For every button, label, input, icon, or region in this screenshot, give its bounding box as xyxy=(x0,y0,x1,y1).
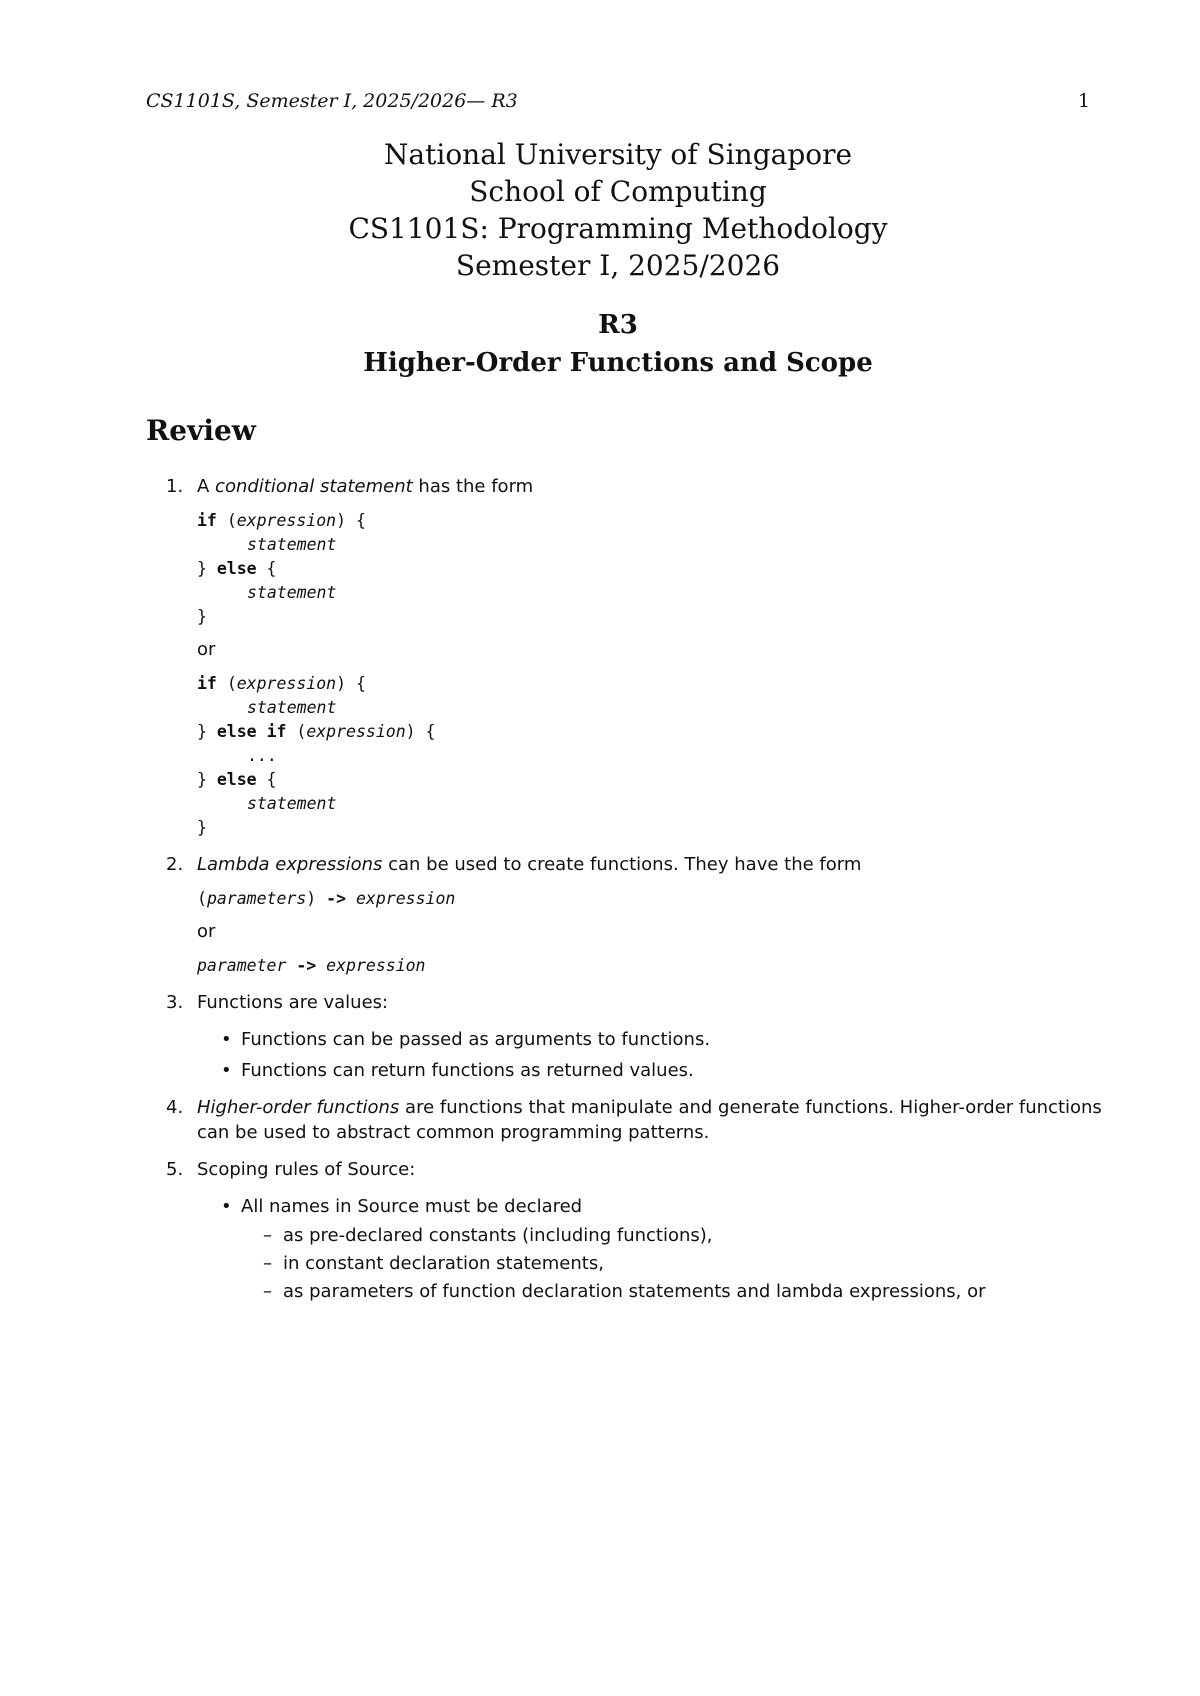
keyword: if xyxy=(266,722,287,741)
code-punct: } xyxy=(197,770,207,789)
dash-list xyxy=(241,1223,1106,1304)
dash-item: – as parameters of function declaration statements and lambda expressions, or xyxy=(263,1279,1106,1304)
term: Higher-order functions xyxy=(197,1097,400,1118)
code-punct: { xyxy=(256,770,277,789)
code-punct: ( xyxy=(197,889,207,908)
bullet-list xyxy=(197,1194,1106,1304)
item-text xyxy=(197,474,1106,499)
review-item-1 xyxy=(166,474,1106,840)
review-item-2 xyxy=(166,852,1106,978)
or-label: or xyxy=(197,921,216,942)
code-placeholder: expression xyxy=(306,722,406,741)
university-name: National University of Singapore xyxy=(383,138,853,171)
text-fragment: A xyxy=(197,476,216,497)
keyword: else xyxy=(216,770,257,789)
code-placeholder: expression xyxy=(326,956,426,975)
item-text: Scoping rules of Source: xyxy=(197,1159,416,1180)
code-block-else-if xyxy=(197,672,1106,840)
document-title: Higher-Order Functions and Scope xyxy=(363,348,873,378)
dash-item: – as pre-declared constants (including functions), xyxy=(263,1223,1106,1248)
code-placeholder: expression xyxy=(236,511,337,530)
code-lambda-multi: (parameters) -> expression xyxy=(197,889,456,908)
code-punct: ( xyxy=(296,722,307,741)
code-punct: { xyxy=(256,559,277,578)
code-placeholder: statement xyxy=(247,535,337,554)
term: conditional statement xyxy=(215,476,413,497)
code-placeholder: expression xyxy=(236,674,337,693)
keyword: if xyxy=(197,511,217,530)
code-placeholder: statement xyxy=(247,698,337,717)
text-fragment: can be used to create functions. They have the form xyxy=(382,854,862,875)
code-placeholder: expression xyxy=(355,889,456,908)
bullet-item xyxy=(221,1194,1106,1304)
bullet-item: • Functions can be passed as arguments to functions. xyxy=(221,1027,1106,1052)
item-number: 4. xyxy=(166,1097,184,1118)
code-lambda-single xyxy=(197,954,1106,978)
item-text xyxy=(197,1095,1106,1145)
school-name: School of Computing xyxy=(469,175,767,208)
keyword: if xyxy=(197,674,217,693)
review-item-5 xyxy=(166,1157,1106,1304)
code-punct: } xyxy=(197,722,207,741)
or-label: or xyxy=(197,639,216,660)
bullet-item: • Functions can return functions as returned values. xyxy=(221,1058,1106,1083)
review-heading: Review xyxy=(146,414,256,447)
item-number: 1. xyxy=(166,476,184,497)
page-number: 1 xyxy=(1077,90,1090,112)
item-number: 2. xyxy=(166,854,184,875)
code-placeholder: parameter xyxy=(197,956,287,975)
code-block-conditional xyxy=(197,509,1106,629)
code-placeholder: parameters xyxy=(206,889,307,908)
term: Lambda expressions xyxy=(197,854,383,875)
semester-label: Semester I, 2025/2026 xyxy=(455,249,781,282)
running-head: CS1101S, Semester I, 2025/2026— R3 xyxy=(146,90,518,112)
text-fragment: has the form xyxy=(412,476,534,497)
course-name: CS1101S: Programming Methodology xyxy=(348,212,888,245)
title-block xyxy=(0,136,1200,382)
code-punct: } xyxy=(197,818,207,837)
code-punct: ( xyxy=(226,511,237,530)
dash-item: – in constant declaration statements, xyxy=(263,1251,1106,1276)
keyword: else xyxy=(216,722,257,741)
item-text: Functions are values: xyxy=(197,992,389,1013)
review-item-3 xyxy=(166,990,1106,1083)
code-punct: ) { xyxy=(336,674,366,693)
code-punct: ( xyxy=(226,674,237,693)
text-fragment: are functions that manipulate and generate functions. Higher-order functions can be used to abstract common programming patterns. xyxy=(197,1097,1102,1143)
item-text xyxy=(197,852,1106,877)
code-punct: } xyxy=(197,559,207,578)
item-number: 5. xyxy=(166,1159,184,1180)
code-punct: ) { xyxy=(405,722,436,741)
code-ellipsis: ... xyxy=(247,746,277,765)
code-arrow: -> xyxy=(286,956,327,975)
code-arrow: -> xyxy=(316,889,356,908)
bullet-text: All names in Source must be declared xyxy=(241,1196,583,1217)
code-punct: ) { xyxy=(336,511,366,530)
code-placeholder: statement xyxy=(247,794,337,813)
code-placeholder: statement xyxy=(247,583,337,602)
bullet-list xyxy=(197,1027,1106,1083)
review-item-4 xyxy=(166,1095,1106,1145)
review-list xyxy=(166,474,1106,1316)
keyword: else xyxy=(216,559,257,578)
code-punct: } xyxy=(197,607,207,626)
item-number: 3. xyxy=(166,992,184,1013)
document-code: R3 xyxy=(598,310,638,340)
